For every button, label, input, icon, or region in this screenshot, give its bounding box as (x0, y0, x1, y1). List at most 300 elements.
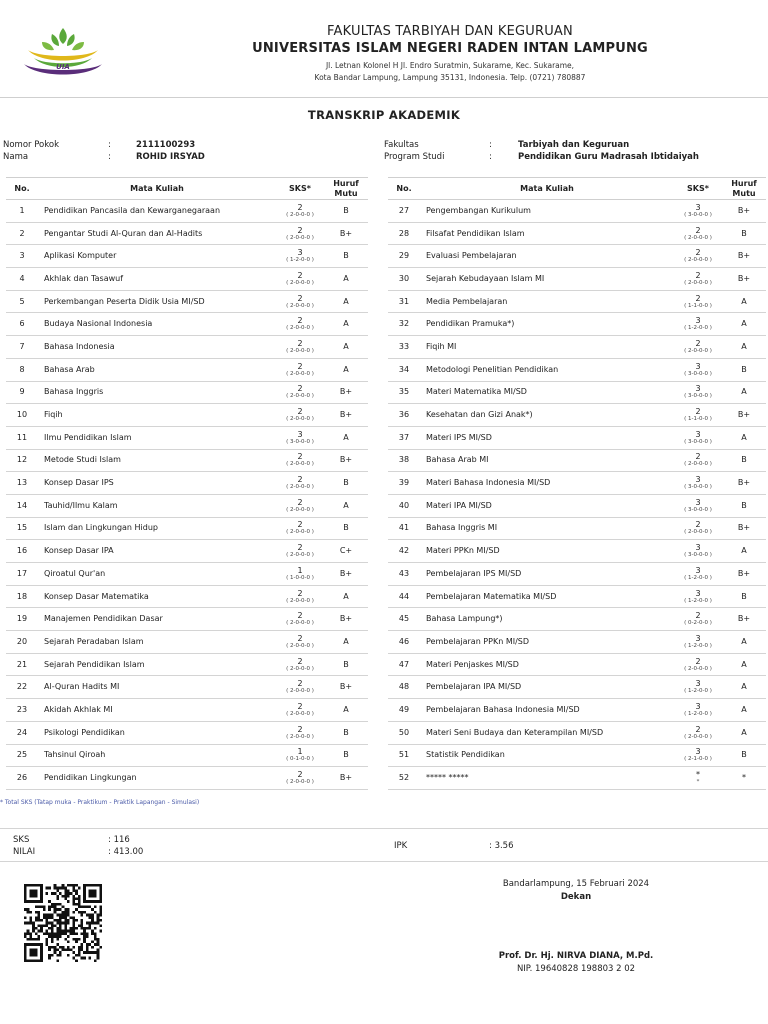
ipk-label: IPK (394, 841, 408, 851)
course-name: Pembelajaran IPA MI/SD (420, 676, 674, 699)
course-sks (674, 426, 722, 449)
sks-value: 1 (297, 747, 303, 757)
col-huruf-mutu-line1: Huruf (333, 178, 359, 188)
course-grade: B (324, 721, 368, 744)
course-name: Materi Penjaskes MI/SD (420, 653, 674, 676)
sks-value: 1 (297, 565, 303, 575)
course-number: 36 (388, 404, 420, 427)
sks-value: 3 (695, 429, 701, 439)
separator: : (489, 140, 492, 150)
course-number: 32 (388, 313, 420, 336)
course-sks (674, 336, 722, 359)
course-name: Metode Studi Islam (38, 449, 276, 472)
course-name: Pembelajaran Matematika MI/SD (420, 585, 674, 608)
sks-value: 2 (297, 543, 303, 553)
course-number: 33 (388, 336, 420, 359)
sks-value: 2 (297, 770, 303, 780)
sks-breakdown: ( 3-0-0-0 ) (684, 552, 712, 559)
course-name: Perkembangan Peserta Didik Usia MI/SD (38, 290, 276, 313)
table-row (388, 699, 766, 722)
sks-value: 2 (297, 293, 303, 303)
course-grade: C+ (324, 540, 368, 563)
sks-value: 3 (695, 543, 701, 553)
course-sks (674, 721, 722, 744)
sks-value: 3 (695, 497, 701, 507)
table-row (6, 563, 368, 586)
course-grade: B (722, 449, 766, 472)
course-grade: A (324, 494, 368, 517)
signatory-position: Dekan (560, 892, 592, 902)
sks-value: 2 (297, 588, 303, 598)
table-row (6, 540, 368, 563)
sks-value: 3 (695, 747, 701, 757)
course-name: Kesehatan dan Gizi Anak*) (420, 404, 674, 427)
sks-breakdown: ( 3-0-0-0 ) (286, 438, 314, 445)
col-no: No. (388, 178, 420, 200)
course-grade: A (722, 653, 766, 676)
course-grade: A (324, 585, 368, 608)
course-sks (674, 449, 722, 472)
table-row (388, 200, 766, 223)
course-sks (674, 585, 722, 608)
course-grade: B+ (722, 563, 766, 586)
course-number: 40 (388, 494, 420, 517)
sks-breakdown: ( 3-0-0-0 ) (684, 370, 712, 377)
sks-breakdown: ( 1-2-0-0 ) (684, 574, 712, 581)
sks-value: 2 (297, 633, 303, 643)
course-grade: A (324, 426, 368, 449)
course-name: Materi PPKn MI/SD (420, 540, 674, 563)
sks-value: 3 (695, 565, 701, 575)
course-grade: A (722, 721, 766, 744)
sks-value: 2 (297, 611, 303, 621)
course-name: Materi Matematika MI/SD (420, 381, 674, 404)
sks-breakdown: ( 2-0-0-0 ) (286, 506, 314, 513)
course-grade: B+ (722, 517, 766, 540)
course-sks (276, 494, 324, 517)
course-sks (276, 540, 324, 563)
course-sks (276, 426, 324, 449)
course-grade: B+ (324, 563, 368, 586)
sks-value: 2 (297, 679, 303, 689)
course-name: Tahsinul Qiroah (38, 744, 276, 767)
sks-breakdown: ( 2-0-0-0 ) (286, 620, 314, 627)
course-number: 11 (6, 426, 38, 449)
sks-value: 2 (297, 520, 303, 530)
course-name: Bahasa Indonesia (38, 336, 276, 359)
table-row (6, 585, 368, 608)
course-number: 6 (6, 313, 38, 336)
course-number: 17 (6, 563, 38, 586)
sks-breakdown: ( 2-0-0-0 ) (684, 461, 712, 468)
course-number: 43 (388, 563, 420, 586)
table-row (388, 426, 766, 449)
sks-breakdown: ( 2-0-0-0 ) (286, 779, 314, 786)
sks-breakdown: ( 1-2-0-0 ) (286, 257, 314, 264)
sks-breakdown: ( 3-0-0-0 ) (684, 438, 712, 445)
table-row (6, 404, 368, 427)
table-row (6, 631, 368, 654)
sks-breakdown: ( 2-0-0-0 ) (684, 279, 712, 286)
course-name: Pembelajaran PPKn MI/SD (420, 631, 674, 654)
course-number: 38 (388, 449, 420, 472)
course-sks (276, 563, 324, 586)
table-row (6, 200, 368, 223)
table-row (388, 721, 766, 744)
table-row (388, 290, 766, 313)
table-row (6, 449, 368, 472)
table-row (6, 336, 368, 359)
course-number: 7 (6, 336, 38, 359)
course-name: Statistik Pendidikan (420, 744, 674, 767)
course-number: 26 (6, 767, 38, 790)
course-number: 46 (388, 631, 420, 654)
address-line-2: Kota Bandar Lampung, Lampung 35131, Indonesia. Telp. (0721) 780887 (314, 73, 586, 82)
sks-breakdown: ( 2-0-0-0 ) (286, 597, 314, 604)
course-sks (276, 472, 324, 495)
sks-breakdown: ( 2-0-0-0 ) (684, 347, 712, 354)
course-name: Akhlak dan Tasawuf (38, 268, 276, 291)
course-grade: A (722, 426, 766, 449)
program-studi-value: Pendidikan Guru Madrasah Ibtidaiyah (518, 152, 699, 162)
course-number: 30 (388, 268, 420, 291)
course-number: 45 (388, 608, 420, 631)
course-grade: A (324, 290, 368, 313)
sks-value: 2 (695, 520, 701, 530)
sks-breakdown: ( 2-0-0-0 ) (286, 234, 314, 241)
table-row (388, 449, 766, 472)
course-sks (674, 222, 722, 245)
course-name: Bahasa Lampung*) (420, 608, 674, 631)
course-name: ***** ***** (420, 767, 674, 790)
faculty-name: FAKULTAS TARBIYAH DAN KEGURUAN (327, 24, 573, 39)
course-number: 44 (388, 585, 420, 608)
course-name: Pengembangan Kurikulum (420, 200, 674, 223)
course-grade: A (722, 676, 766, 699)
separator: : (489, 152, 492, 162)
course-number: 50 (388, 721, 420, 744)
sks-breakdown: ( 2-1-0-0 ) (684, 756, 712, 763)
table-row (388, 653, 766, 676)
course-name: Materi IPA MI/SD (420, 494, 674, 517)
sks-value: 3 (695, 633, 701, 643)
course-name: Pendidikan Lingkungan (38, 767, 276, 790)
sks-value: 2 (297, 225, 303, 235)
course-grade: A (722, 290, 766, 313)
sks-value: 2 (297, 475, 303, 485)
grade-summary (0, 828, 768, 862)
course-grade: A (324, 268, 368, 291)
course-name: Islam dan Lingkungan Hidup (38, 517, 276, 540)
course-grade: A (722, 699, 766, 722)
university-name: UNIVERSITAS ISLAM NEGERI RADEN INTAN LAMPUNG (252, 41, 648, 56)
table-row (6, 744, 368, 767)
sks-breakdown: ( 1-2-0-0 ) (684, 710, 712, 717)
letterhead (0, 0, 768, 98)
course-name: Evaluasi Pembelajaran (420, 245, 674, 268)
course-sks (674, 472, 722, 495)
course-number: 1 (6, 200, 38, 223)
table-row (6, 653, 368, 676)
course-number: 15 (6, 517, 38, 540)
course-name: Bahasa Arab MI (420, 449, 674, 472)
course-number: 51 (388, 744, 420, 767)
sks-breakdown: ( 1-1-0-0 ) (684, 416, 712, 423)
course-number: 3 (6, 245, 38, 268)
sks-value: 3 (297, 429, 303, 439)
course-name: Konsep Dasar IPA (38, 540, 276, 563)
course-sks (674, 358, 722, 381)
course-sks (276, 517, 324, 540)
table-row (6, 245, 368, 268)
table-row (6, 699, 368, 722)
course-sks (674, 608, 722, 631)
course-grade: B (324, 744, 368, 767)
course-sks (674, 767, 722, 790)
table-row (6, 517, 368, 540)
course-sks (276, 200, 324, 223)
course-sks (674, 653, 722, 676)
table-row (388, 585, 766, 608)
course-grade: B+ (722, 472, 766, 495)
course-number: 39 (388, 472, 420, 495)
sks-value: 3 (695, 588, 701, 598)
course-number: 12 (6, 449, 38, 472)
transcript-table-right (388, 177, 766, 790)
course-name: Pengantar Studi Al-Quran dan Al-Hadits (38, 222, 276, 245)
sks-value: 2 (297, 452, 303, 462)
signatory-nip: NIP. 19640828 198803 2 02 (516, 964, 636, 974)
course-name: Materi Bahasa Indonesia MI/SD (420, 472, 674, 495)
course-name: Aplikasi Komputer (38, 245, 276, 268)
course-name: Konsep Dasar Matematika (38, 585, 276, 608)
signatory-name: Prof. Dr. Hj. NIRVA DIANA, M.Pd. (498, 951, 654, 961)
course-number: 10 (6, 404, 38, 427)
course-sks (674, 563, 722, 586)
sks-value: 2 (297, 497, 303, 507)
course-name: Akidah Akhlak MI (38, 699, 276, 722)
course-number: 22 (6, 676, 38, 699)
course-grade: B+ (324, 608, 368, 631)
course-sks (674, 699, 722, 722)
col-huruf-mutu (722, 178, 766, 200)
sks-breakdown: ( 2-0-0-0 ) (684, 234, 712, 241)
sks-breakdown: ( 2-0-0-0 ) (286, 393, 314, 400)
course-name: Bahasa Arab (38, 358, 276, 381)
place-date: Bandarlampung, 15 Februari 2024 (502, 879, 650, 889)
table-row (388, 517, 766, 540)
course-sks (674, 744, 722, 767)
course-grade: B (722, 222, 766, 245)
nilai-value: : 413.00 (108, 847, 144, 857)
course-grade: B+ (324, 767, 368, 790)
course-number: 47 (388, 653, 420, 676)
sks-breakdown: ( 1-0-0-0 ) (286, 574, 314, 581)
table-row (388, 676, 766, 699)
sks-breakdown: * (696, 779, 700, 786)
course-name: Pembelajaran IPS MI/SD (420, 563, 674, 586)
sks-breakdown: ( 0-1-0-0 ) (286, 756, 314, 763)
nomor-pokok-label: Nomor Pokok (3, 140, 60, 150)
course-sks (674, 268, 722, 291)
sks-value: 3 (695, 384, 701, 394)
table-row (6, 290, 368, 313)
table-row (388, 767, 766, 790)
course-grade: A (324, 313, 368, 336)
course-sks (674, 290, 722, 313)
course-grade: B (722, 585, 766, 608)
sks-breakdown: ( 2-0-0-0 ) (286, 642, 314, 649)
col-huruf-mutu-line2: Mutu (732, 188, 756, 198)
course-name: Konsep Dasar IPS (38, 472, 276, 495)
course-name: Manajemen Pendidikan Dasar (38, 608, 276, 631)
sks-breakdown: ( 2-0-0-0 ) (286, 529, 314, 536)
table-row (388, 472, 766, 495)
sks-value: 2 (297, 202, 303, 212)
sks-value: 2 (695, 338, 701, 348)
sks-breakdown: ( 2-0-0-0 ) (286, 211, 314, 218)
sks-value: 2 (297, 338, 303, 348)
sks-value: 2 (695, 656, 701, 666)
course-grade: A (722, 313, 766, 336)
sks-value: 2 (695, 724, 701, 734)
student-identity (3, 139, 373, 165)
table-row (388, 608, 766, 631)
course-grade: B+ (722, 608, 766, 631)
logo-text: UIA (56, 63, 70, 71)
table-row (6, 426, 368, 449)
transcript-table-left (6, 177, 368, 790)
course-number: 20 (6, 631, 38, 654)
sks-breakdown: ( 2-0-0-0 ) (286, 416, 314, 423)
course-name: Bahasa Inggris MI (420, 517, 674, 540)
sks-breakdown: ( 2-0-0-0 ) (286, 552, 314, 559)
letterhead-text (250, 24, 650, 84)
course-number: 24 (6, 721, 38, 744)
course-number: 41 (388, 517, 420, 540)
course-grade: A (722, 631, 766, 654)
course-grade: B+ (722, 245, 766, 268)
course-grade: A (324, 358, 368, 381)
sks-total-value: : 116 (108, 835, 130, 845)
table-row (6, 676, 368, 699)
course-sks (674, 313, 722, 336)
sks-breakdown: ( 1-1-0-0 ) (684, 302, 712, 309)
course-sks (276, 336, 324, 359)
table-row (6, 381, 368, 404)
course-grade: B+ (722, 404, 766, 427)
course-sks (276, 290, 324, 313)
table-row (388, 744, 766, 767)
course-number: 4 (6, 268, 38, 291)
sks-breakdown: ( 3-0-0-0 ) (684, 211, 712, 218)
sks-value: 3 (695, 202, 701, 212)
document-title: TRANSKRIP AKADEMIK (307, 108, 461, 122)
course-sks (674, 676, 722, 699)
course-name: Metodologi Penelitian Pendidikan (420, 358, 674, 381)
course-name: Ilmu Pendidikan Islam (38, 426, 276, 449)
sks-value: 2 (297, 656, 303, 666)
sks-breakdown: ( 1-2-0-0 ) (684, 688, 712, 695)
table-row (388, 631, 766, 654)
sks-value: 2 (297, 270, 303, 280)
nomor-pokok-value: 2111100293 (136, 140, 196, 150)
col-mata-kuliah: Mata Kuliah (420, 178, 674, 200)
course-name: Sejarah Pendidikan Islam (38, 653, 276, 676)
course-sks (276, 222, 324, 245)
sks-value: 2 (297, 384, 303, 394)
course-sks (674, 381, 722, 404)
table-row (6, 222, 368, 245)
fakultas-value: Tarbiyah dan Keguruan (518, 140, 630, 150)
course-grade: B+ (324, 404, 368, 427)
course-number: 19 (6, 608, 38, 631)
sks-breakdown: ( 2-0-0-0 ) (286, 461, 314, 468)
sks-breakdown: ( 2-0-0-0 ) (286, 688, 314, 695)
table-row (388, 404, 766, 427)
program-identity (384, 139, 764, 165)
sks-breakdown: ( 0-2-0-0 ) (684, 620, 712, 627)
col-sks: SKS* (276, 178, 324, 200)
table-row (6, 313, 368, 336)
course-number: 52 (388, 767, 420, 790)
sks-value: 2 (695, 270, 701, 280)
course-sks (276, 404, 324, 427)
table-header-row (388, 178, 766, 200)
table-row (6, 767, 368, 790)
course-sks (674, 404, 722, 427)
course-grade: B (722, 494, 766, 517)
course-name: Pembelajaran Bahasa Indonesia MI/SD (420, 699, 674, 722)
course-sks (276, 767, 324, 790)
table-row (6, 358, 368, 381)
sks-value: 2 (695, 293, 701, 303)
col-huruf-mutu-line1: Huruf (731, 178, 757, 188)
table-row (388, 494, 766, 517)
course-number: 35 (388, 381, 420, 404)
course-number: 29 (388, 245, 420, 268)
course-grade: B (324, 472, 368, 495)
course-number: 49 (388, 699, 420, 722)
table-row (388, 313, 766, 336)
course-sks (276, 449, 324, 472)
separator: : (108, 152, 111, 162)
sks-value: 3 (695, 701, 701, 711)
sks-breakdown: ( 2-0-0-0 ) (286, 733, 314, 740)
course-name: Qiroatul Qur'an (38, 563, 276, 586)
signature-block (476, 878, 676, 976)
sks-value: 3 (297, 248, 303, 258)
table-row (388, 245, 766, 268)
course-grade: B+ (324, 449, 368, 472)
col-huruf-mutu (324, 178, 368, 200)
course-grade: B (722, 744, 766, 767)
course-sks (276, 608, 324, 631)
nama-value: ROHID IRSYAD (136, 152, 205, 162)
course-grade: B (722, 358, 766, 381)
sks-breakdown: ( 1-2-0-0 ) (684, 597, 712, 604)
course-sks (276, 381, 324, 404)
sks-breakdown: ( 2-0-0-0 ) (286, 665, 314, 672)
table-row (388, 268, 766, 291)
sks-breakdown: ( 2-0-0-0 ) (286, 279, 314, 286)
course-sks (674, 517, 722, 540)
sks-breakdown: ( 2-0-0-0 ) (286, 302, 314, 309)
table-row (6, 268, 368, 291)
course-name: Pendidikan Pancasila dan Kewarganegaraan (38, 200, 276, 223)
table-row (388, 222, 766, 245)
sks-breakdown: ( 2-0-0-0 ) (286, 347, 314, 354)
